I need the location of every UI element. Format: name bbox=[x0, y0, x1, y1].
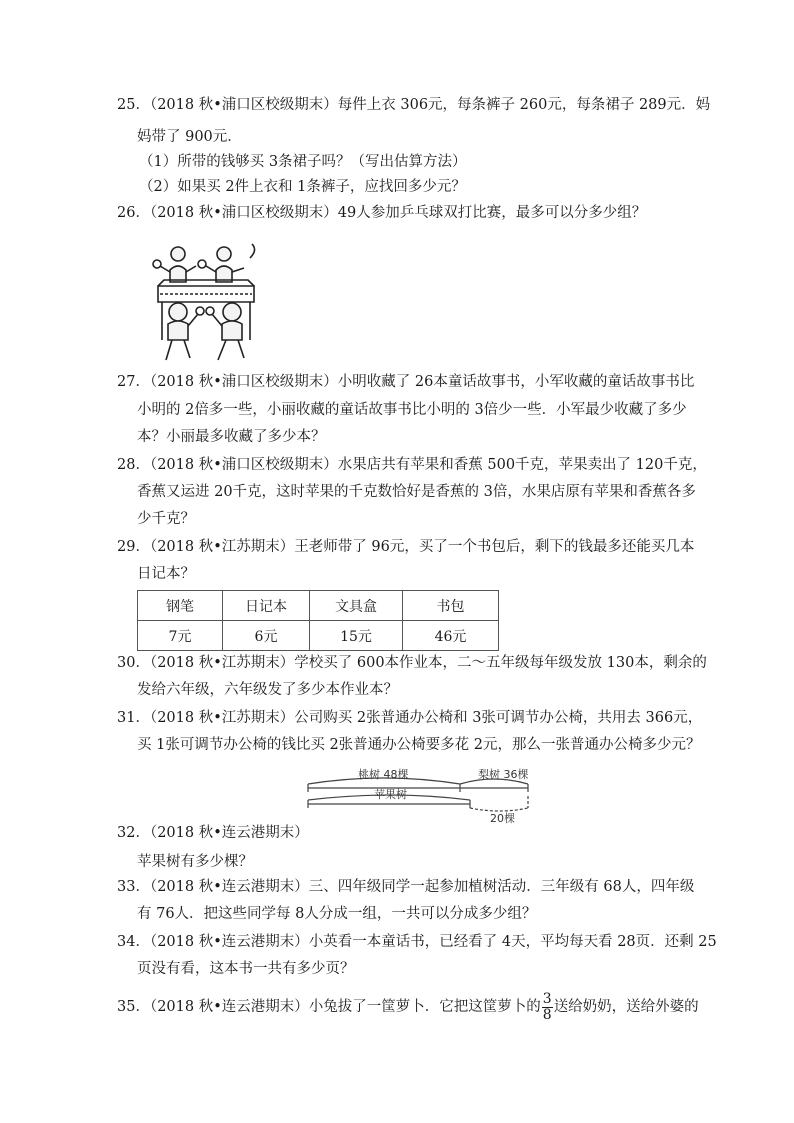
tree-comparison-diagram bbox=[300, 766, 540, 826]
table-row bbox=[138, 591, 499, 621]
fraction bbox=[542, 992, 553, 1023]
q29-line2: 日记本？ bbox=[137, 566, 195, 582]
q34-line1: 34．（2018 秋•连云港期末）小英看一本童话书，已经看了 4天，平均每天看 28页．还剩 25 bbox=[117, 934, 717, 950]
q27-line1: 27．（2018 秋•浦口区校级期末）小明收藏了 26本童话故事书，小军收藏的童话故事书比 bbox=[117, 374, 695, 390]
q25-sub1: （1）所带的钱够买 3条裙子吗？（写出估算方法） bbox=[139, 154, 467, 170]
table-header-cell: 钢笔 bbox=[138, 591, 223, 621]
q30-line1: 30．（2018 秋•江苏期末）学校买了 600本作业本，二～五年级每年级发放 130本，剩余的 bbox=[117, 655, 707, 671]
table-cell: 6元 bbox=[223, 621, 310, 651]
table-cell: 15元 bbox=[310, 621, 403, 651]
diff-label: 20棵 bbox=[490, 812, 515, 825]
q30-line2: 发给六年级，六年级发了多少本作业本？ bbox=[137, 682, 398, 698]
q33-line2: 有 76人．把这些同学每 8人分成一组，一共可以分成多少组？ bbox=[137, 906, 537, 922]
q29-line1: 29．（2018 秋•江苏期末）王老师带了 96元，买了一个书包后，剩下的钱最多还能买几本 bbox=[117, 539, 695, 555]
q25-sub2: （2）如果买 2件上衣和 1条裤子，应找回多少元？ bbox=[139, 179, 466, 195]
table-cell: 46元 bbox=[403, 621, 499, 651]
peach-label: 桃树 48棵 bbox=[358, 768, 409, 781]
fraction-numerator: 3 bbox=[542, 990, 552, 1007]
apple-label: 苹果树 bbox=[374, 788, 407, 801]
price-table bbox=[137, 590, 499, 651]
q25-line1: 25．（2018 秋•浦口区校级期末）每件上衣 306元，每条裤子 260元，每条裙子 289元．妈 bbox=[117, 97, 711, 113]
fraction-denominator: 8 bbox=[542, 1006, 552, 1023]
table-row bbox=[138, 621, 499, 651]
q27-line3: 本？小丽最多收藏了多少本？ bbox=[137, 429, 326, 445]
q28-line1: 28．（2018 秋•浦口区校级期末）水果店共有苹果和香蕉 500千克，苹果卖出了 120千克， bbox=[117, 457, 707, 473]
table-header-cell: 书包 bbox=[403, 591, 499, 621]
q25-line2: 妈带了 900元． bbox=[137, 129, 242, 145]
table-header-cell: 日记本 bbox=[223, 591, 310, 621]
q35-line1 bbox=[117, 990, 699, 1024]
q31-line1: 31．（2018 秋•江苏期末）公司购买 2张普通办公椅和 3张可调节办公椅，共用去 366元， bbox=[117, 710, 703, 726]
q27-line2: 小明的 2倍多一些，小丽收藏的童话故事书比小明的 3倍少一些．小军最少收藏了多少 bbox=[137, 402, 687, 418]
q33-line1: 33．（2018 秋•连云港期末）三、四年级同学一起参加植树活动．三年级有 68人，四年级 bbox=[117, 879, 695, 895]
q35-prefix: 35．（2018 秋•连云港期末）小兔拔了一筐萝卜．它把这筐萝卜的 bbox=[117, 999, 541, 1015]
ping-pong-illustration bbox=[150, 240, 262, 365]
table-header-cell: 文具盒 bbox=[310, 591, 403, 621]
q32-line2: 苹果树有多少棵？ bbox=[137, 854, 253, 870]
q28-line2: 香蕉又运进 20千克，这时苹果的千克数恰好是香蕉的 3倍，水果店原有苹果和香蕉各多 bbox=[137, 484, 696, 500]
q35-suffix: 送给奶奶，送给外婆的 bbox=[553, 999, 699, 1015]
q34-line2: 页没有看，这本书一共有多少页？ bbox=[137, 961, 355, 977]
q32-line1: 32．（2018 秋•连云港期末） bbox=[117, 825, 309, 841]
q28-line3: 少千克？ bbox=[137, 511, 195, 527]
table-cell: 7元 bbox=[138, 621, 223, 651]
pear-label: 梨树 36棵 bbox=[478, 768, 529, 781]
q31-line2: 买 1张可调节办公椅的钱比买 2张普通办公椅要多花 2元，那么一张普通办公椅多少元？ bbox=[137, 737, 701, 753]
q26-line1: 26．（2018 秋•浦口区校级期末）49人参加乒乓球双打比赛，最多可以分多少组？ bbox=[117, 205, 647, 221]
